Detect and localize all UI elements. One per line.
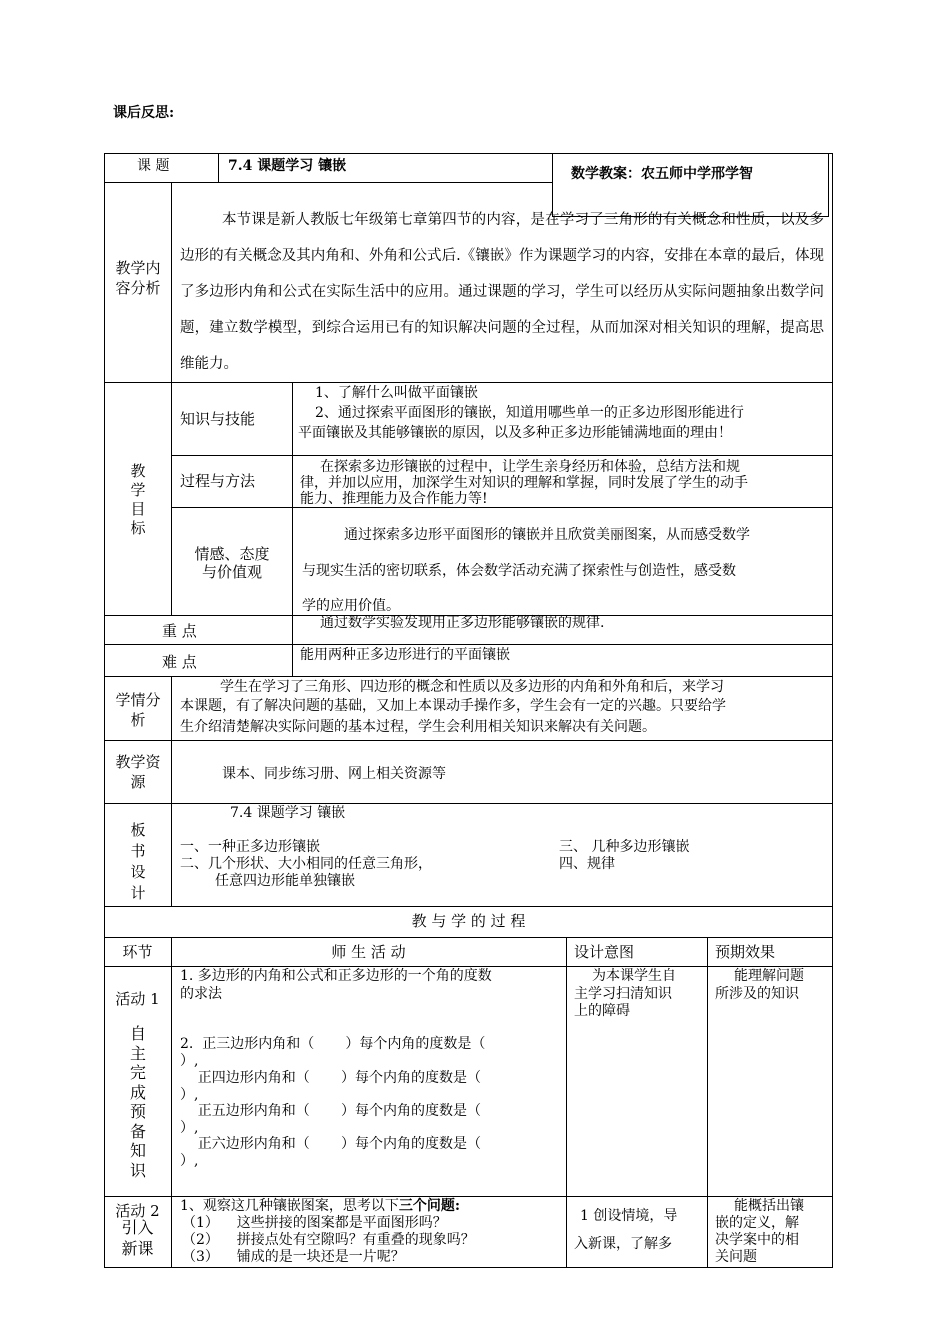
col-line bbox=[292, 382, 293, 615]
activity1-row-3: 正五边形内角和（ ）每个内角的度数是（ bbox=[180, 1103, 481, 1119]
board-title: 7.4 课题学习 镶嵌 bbox=[230, 805, 346, 821]
activity1-intent-3: 上的障碍 bbox=[574, 1003, 630, 1019]
key-point-text: 通过数学实验发现用正多边形能够镶嵌的规律. bbox=[320, 615, 605, 631]
col-line bbox=[292, 615, 293, 676]
board-item-2: 二、几个形状、大小相同的任意三角形， bbox=[180, 856, 432, 872]
process-label: 过程与方法 bbox=[180, 472, 256, 490]
activity2-effect-4: 关问题 bbox=[715, 1249, 757, 1265]
row-line bbox=[104, 803, 833, 804]
process-line-1: 在探索多边形镶嵌的过程中，让学生亲身经历和体验，总结方法和规 bbox=[320, 459, 740, 475]
activity1-effect-1: 能理解问题 bbox=[734, 968, 804, 984]
title-row-label: 课 题 bbox=[137, 158, 170, 174]
emotion-line-2: 与现实生活的密切联系，体会数学活动充满了探索性与创造性，感受数 bbox=[302, 563, 736, 579]
goals-label: 教学目标 bbox=[130, 462, 146, 537]
emotion-line-1: 通过探索多边形平面图形的镶嵌并且欣赏美丽图案，从而感受数学 bbox=[344, 527, 750, 543]
resources-text: 课本、同步练习册、网上相关资源等 bbox=[222, 766, 446, 782]
table-border-left bbox=[104, 153, 105, 1268]
col-intent: 设计意图 bbox=[574, 943, 635, 961]
emotion-label-2: 与价值观 bbox=[201, 563, 262, 581]
activity1-row-1: 2. 正三边形内角和（ ）每个内角的度数是（ bbox=[180, 1036, 486, 1052]
col-stage: 环节 bbox=[122, 943, 153, 961]
activity2-intent-1: 1 创设情境，导 bbox=[580, 1208, 678, 1224]
emotion-line-3: 学的应用价值。 bbox=[302, 598, 400, 614]
col-line bbox=[707, 937, 708, 1268]
activity2-question-1: （1） 这些拼接的图案都是平面图形吗？ bbox=[182, 1215, 447, 1231]
activity1-row-3b: ）, bbox=[180, 1120, 199, 1136]
table-border-bottom bbox=[104, 1267, 833, 1268]
difficulty-text: 能用两种正多边形进行的平面镶嵌 bbox=[300, 647, 510, 663]
activity1-row-1b: ）, bbox=[180, 1053, 199, 1069]
activity1-stage-title: 活动 1 bbox=[115, 990, 160, 1008]
row-line bbox=[104, 906, 833, 907]
emotion-label-1: 情感、态度 bbox=[194, 545, 270, 563]
activity1-q1a: 1. 多边形的内角和公式和正多边形的一个角的度数 bbox=[180, 968, 492, 984]
reflection-title: 课后反思: bbox=[113, 105, 175, 121]
knowledge-line-1: 1、了解什么叫做平面镶嵌 bbox=[315, 385, 478, 401]
activity1-effect-2: 所涉及的知识 bbox=[715, 986, 799, 1002]
board-item-4: 四、规律 bbox=[559, 856, 615, 872]
resources-label: 教学资源 bbox=[115, 753, 161, 791]
activity1-q1b: 的求法 bbox=[180, 986, 222, 1002]
activity2-effect-1: 能概括出镶 bbox=[734, 1198, 804, 1214]
table-border-right bbox=[832, 153, 833, 1268]
row-line bbox=[104, 740, 833, 741]
row-line bbox=[104, 937, 833, 938]
content-analysis-text: 本节课是新人教版七年级第七章第四节的内容，是在学习了三角形的有关概念和性质，以及多边形的有关概念及其内角和、外角和公式后.《镶嵌》作为课题学习的内容，安排在本章的最后，体现了多边形内角和公式在实际生活中的应用。通过课题的学习，学生可以经历从实际问题抽象出数学问题，建立数学模型，到综合运用已有的知识解决问题的全过程，从而加深对相关知识的理解，提高思维能力。 bbox=[180, 212, 824, 372]
student-analysis-label: 学情分析 bbox=[115, 691, 161, 729]
activity1-row-2: 正四边形内角和（ ）每个内角的度数是（ bbox=[180, 1070, 481, 1086]
activity1-intent-2: 主学习扫清知识 bbox=[574, 986, 672, 1002]
activity2-question-2: （2） 拼接点处有空隙吗？有重叠的现象吗？ bbox=[182, 1232, 475, 1248]
author-stamp-text: 数学教案：农五师中学邢学智 bbox=[571, 166, 753, 182]
student-analysis-line-3: 生介绍清楚解决实际问题的基本过程，学生会利用相关知识来解决有关问题。 bbox=[180, 719, 656, 735]
activity1-row-4b: ）, bbox=[180, 1153, 199, 1169]
student-analysis-line-1: 学生在学习了三角形、四边形的概念和性质以及多边形的内角和外角和后，来学习 bbox=[220, 679, 724, 695]
board-item-1: 一、一种正多边形镶嵌 bbox=[180, 839, 320, 855]
row-line bbox=[104, 676, 833, 677]
process-header: 教 与 学 的 过 程 bbox=[411, 912, 526, 930]
board-item-3: 三、 几种多边形镶嵌 bbox=[559, 839, 690, 855]
activity1-row-2b: ）, bbox=[180, 1087, 199, 1103]
activity1-stage-sub: 自主完成预备知识 bbox=[129, 1024, 146, 1180]
knowledge-label: 知识与技能 bbox=[180, 410, 256, 428]
lesson-title: 7.4 课题学习 镶嵌 bbox=[228, 158, 347, 174]
process-line-3: 能力、推理能力及合作能力等! bbox=[300, 491, 488, 507]
activity1-row-4: 正六边形内角和（ ）每个内角的度数是（ bbox=[180, 1136, 481, 1152]
row-line bbox=[104, 382, 833, 383]
col-line bbox=[566, 937, 567, 1268]
process-line-2: 律，并加以应用，加深学生对知识的理解和掌握，同时发展了学生的动手 bbox=[300, 475, 748, 491]
row-line bbox=[171, 455, 833, 456]
col-line bbox=[171, 676, 172, 906]
activity2-effect-3: 决学案中的相 bbox=[715, 1232, 799, 1248]
activity2-question-intro-text: 1、观察这几种镶嵌图案，思考以下 bbox=[180, 1198, 399, 1214]
row-line bbox=[104, 644, 833, 645]
board-label: 板书设计 bbox=[130, 821, 146, 902]
row-line bbox=[171, 507, 833, 508]
activity1-intent-1: 为本课学生自 bbox=[592, 968, 676, 984]
activity2-question-intro bbox=[180, 1197, 460, 1215]
activity2-stage-sub-2: 新课 bbox=[121, 1239, 154, 1258]
col-line bbox=[218, 153, 219, 183]
col-effect: 预期效果 bbox=[715, 943, 776, 961]
activity2-effect-2: 嵌的定义，解 bbox=[715, 1215, 799, 1231]
col-line bbox=[171, 937, 172, 1268]
knowledge-line-2: 2、通过探索平面图形的镶嵌，知道用哪些单一的正多边形图形能进行 bbox=[315, 405, 744, 421]
knowledge-line-3: 平面镶嵌及其能够镶嵌的原因，以及多种正多边形能铺满地面的理由！ bbox=[298, 425, 732, 441]
col-line bbox=[171, 182, 172, 615]
key-point-label: 重 点 bbox=[162, 622, 197, 640]
activity2-question-intro-bold: 三个问题: bbox=[398, 1198, 461, 1214]
activity2-stage-sub-1: 引入 bbox=[121, 1218, 154, 1237]
student-analysis-line-2: 本课题，有了解决问题的基础，又加上本课动手操作多，学生会有一定的兴趣。只要给学 bbox=[180, 698, 726, 714]
difficulty-label: 难 点 bbox=[162, 653, 197, 671]
activity2-question-3: （3） 铺成的是一块还是一片呢？ bbox=[182, 1249, 405, 1265]
activity2-stage-title: 活动 2 bbox=[115, 1202, 160, 1220]
content-analysis-label: 教学内容分析 bbox=[115, 259, 161, 297]
board-item-2b: 任意四边形能单独镶嵌 bbox=[215, 873, 355, 889]
col-activity: 师 生 活 动 bbox=[331, 943, 406, 961]
activity2-intent-2: 入新课，了解多 bbox=[574, 1236, 672, 1252]
